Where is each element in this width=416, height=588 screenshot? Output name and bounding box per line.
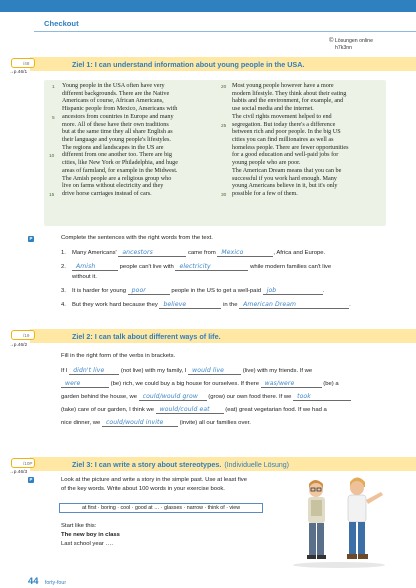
text-line: habits and the environment, for example, and (232, 98, 344, 105)
individual-solution-tag: (Individuelle Lösung) (224, 461, 289, 469)
answer-gap[interactable]: job (263, 288, 323, 295)
reading-column-left (62, 83, 220, 199)
copyright-icon: © (329, 38, 334, 44)
partner-work-icon: P (29, 477, 33, 482)
exercise-3-instruction-1: Look at the picture and write a story in the simple past. Use at least five (61, 477, 247, 483)
start-label: Start like this: (61, 523, 97, 529)
section-1-title: Ziel 1: I can understand information about young people in the USA. (72, 59, 305, 69)
answer-gap[interactable]: didn't live (69, 368, 119, 375)
answer-gap[interactable]: electricity (175, 264, 248, 271)
text-line: their language and young people's lifestyles. (62, 137, 171, 144)
text-line: possible for a few of them. (232, 191, 298, 198)
exercise-2-line-5: nice dinner, we could/would invite (invite) all our families over. (61, 419, 251, 426)
exercise-1-sentence-3: 3. It is harder for young poor people in the US to get a well-paid job . (61, 287, 325, 294)
story-start: Last school year …. (61, 541, 114, 547)
section-1-header (30, 57, 416, 71)
text-line: successful if you work hard enough. Many (232, 175, 337, 182)
solutions-online-note: © Lösungen online h7k3nn (329, 38, 373, 51)
exercise-2-line-4: (take) care of our garden, I think we would/could eat (eat) great vegetarian food. If we had a (61, 406, 327, 413)
text-line: young people who are poor. (232, 160, 301, 167)
answer-gap[interactable]: American Dream (239, 302, 349, 309)
text-line: use social media and the internet. (232, 106, 314, 113)
line-number: 30 (221, 193, 227, 198)
text-line: Hispanic people from Mexico, Americans with (62, 106, 178, 113)
section-1-page-ref: →p.46/1 (9, 70, 28, 75)
header-divider (34, 31, 416, 32)
line-number: 10 (49, 154, 55, 159)
text-line: more. All of these have their own traditions (62, 121, 169, 128)
exercise-1-sentence-4: 4. But they work hard because they believe in the American Dream . (61, 301, 351, 308)
exercise-1-sentence-2: 2. Amish people can't live with electricity while modern families can't live (61, 263, 332, 270)
boys-illustration (285, 470, 393, 568)
text-line: different backgrounds. There are the Native (62, 90, 170, 97)
story-title: The new boy in class (61, 532, 120, 538)
exercise-1-sentence-2-cont: without it. (72, 274, 97, 280)
text-line: The civil rights movement helped to end (232, 113, 332, 120)
keyword-box: at first · boring · cool · good at … · glasses · narrow · think of · view (59, 503, 263, 513)
text-line: live on farms without electricity and they (62, 183, 164, 190)
section-3-header (30, 457, 416, 471)
text-line: The regions and landscapes in the US are (62, 144, 164, 151)
page-number: 44 (28, 575, 39, 586)
section-3-title: Ziel 3: I can write a story about stereotypes. (Individuelle Lösung) (72, 459, 289, 469)
answer-gap[interactable]: were (61, 381, 109, 388)
answer-gap[interactable]: Amish (72, 264, 118, 271)
answer-gap[interactable]: could/would invite (102, 420, 178, 427)
line-number: 5 (52, 116, 55, 121)
section-3-score-box: /10P (11, 458, 35, 468)
text-line: homeless people. There are fewer opportunities (232, 144, 349, 151)
answer-gap[interactable]: could/would grow (139, 394, 207, 401)
exercise-1-sentence-1: 1. Many Americans' ancestors came from Mexico , Africa and Europe. (61, 249, 326, 256)
page-header-title: Checkout (44, 19, 79, 28)
text-line: modern lifestyle. They think about their eating (232, 90, 347, 97)
text-line: ancestors from countries in Europe and many (62, 113, 174, 120)
exercise-2-line-2: were (be) rich, we could buy a big house for ourselves. If there was/were (be) a (61, 381, 339, 388)
text-line: different from one another too. There are big (62, 152, 172, 159)
boy-pointing (347, 478, 383, 560)
answer-gap[interactable]: believe (159, 302, 221, 309)
answer-gap[interactable]: was/were (261, 381, 322, 388)
answer-gap[interactable]: would/could eat (156, 407, 224, 414)
page-number-word: forty-four (44, 580, 67, 586)
section-3-page-ref: →p.46/3 (9, 470, 28, 475)
exercise-2-instruction: Fill in the right form of the verbs in brackets. (61, 353, 176, 359)
exercise-3-instruction-2: of the key words. Write about 100 words in your exercise book. (61, 486, 225, 492)
answer-gap[interactable]: poor (128, 288, 170, 295)
section-1-score-box: /48 (11, 58, 35, 68)
line-number: 15 (49, 193, 55, 198)
text-line: young Americans believe in it, but it's only (232, 183, 338, 190)
text-line: segregation. But today there's a difference (232, 121, 336, 128)
section-2-header (30, 329, 416, 343)
answer-gap[interactable]: Mexico (217, 250, 273, 257)
text-line: but at the same time they all share English as (62, 129, 173, 136)
line-number: 25 (221, 124, 227, 129)
line-number: 20 (221, 85, 227, 90)
text-line: Americans of course, African Americans, (62, 98, 164, 105)
top-color-bar (0, 0, 416, 12)
text-line: drive horse carriages instead of cars. (62, 191, 152, 198)
line-number: 1 (52, 85, 55, 90)
text-line: Most young people however have a more (232, 83, 334, 89)
answer-gap[interactable]: ancestors (118, 250, 186, 257)
text-line: for a good education and well-paid jobs for (232, 152, 339, 159)
text-line: cities, like New York or Philadelphia, and huge (62, 160, 178, 167)
exercise-1-instruction: Complete the sentences with the right words from the text. (61, 235, 213, 241)
text-line: areas of farmland, for example in the Midwest. (62, 167, 178, 174)
text-line: Young people in the USA often have very (62, 83, 165, 89)
section-2-page-ref: →p.46/2 (9, 343, 28, 348)
text-line: between rich and poor people. In the big US (232, 129, 341, 136)
answer-gap[interactable]: took (293, 394, 351, 401)
reading-column-right (232, 83, 388, 199)
partner-work-icon: P (29, 236, 33, 241)
exercise-2-line-1: If I didn't live (not live) with my family, I would live (live) with my friends. If we (61, 367, 313, 374)
section-2-title: Ziel 2: I can talk about different ways of life. (72, 331, 221, 341)
section-2-score-box: /19 (11, 330, 35, 340)
text-line: cities you can find millionaires as well as (232, 137, 334, 144)
page-footer (28, 571, 66, 588)
boy-with-glasses (307, 480, 326, 559)
exercise-2-line-3: garden behind the house, we could/would grow (grow) our own food there. If we took (61, 394, 351, 401)
answer-gap[interactable]: would live (188, 368, 241, 375)
text-line: The Amish people are a religious group who (62, 175, 172, 182)
text-line: The American Dream means that you can be (232, 167, 342, 174)
